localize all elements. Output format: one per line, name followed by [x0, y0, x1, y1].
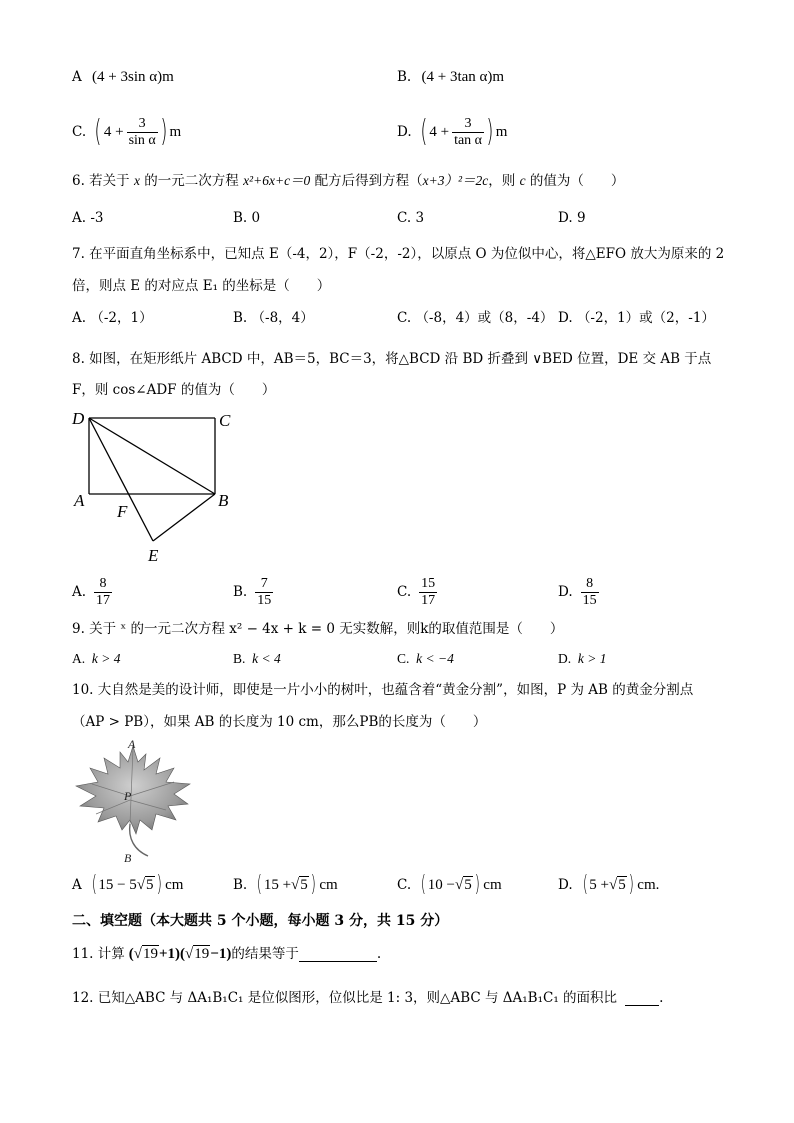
option-unit: m [495, 124, 508, 140]
option-value: k > 1 [577, 651, 607, 666]
fraction-denominator: 17 [96, 592, 111, 608]
option-letter: B. [397, 69, 412, 85]
q12-answer-blank[interactable] [625, 991, 659, 1006]
q7-line-1: 7. 在平面直角坐标系中，已知点 E（-4，2），F（-2，-2），以原点 O 为位似中心，将△EFO 放大为原来的 2 [72, 246, 725, 262]
q6-option-a [72, 209, 104, 227]
option-pre: 5 + [589, 877, 609, 893]
q5-option-d: D. ( 4 + $\frac{3}{\text{tan α}}$ ) m [397, 114, 508, 149]
q8-option-b [233, 574, 273, 610]
q11-tail: −1) [210, 946, 232, 962]
option-unit: m [169, 124, 182, 140]
q6-equation-1: x²+6x+c＝0 [243, 173, 311, 188]
label-c: C [219, 411, 231, 430]
option-letter: C. [397, 210, 412, 226]
q11-end: . [376, 946, 382, 962]
option-unit: cm. [637, 877, 660, 893]
fraction-denominator: 15 [257, 592, 272, 608]
option-letter: A. [72, 210, 87, 226]
option-radicand [299, 876, 309, 894]
option-expression: (4 + 3sin α)m [92, 69, 174, 85]
label-p: P [124, 789, 132, 803]
q8-option-c [397, 574, 437, 610]
option-radicand [145, 876, 155, 894]
q7-option-a [72, 309, 153, 327]
q10-option-a: A ( 15 − 5 √ 5 ) cm [72, 872, 184, 897]
option-fraction [94, 576, 112, 609]
q11-prefix: 11. 计算 [72, 946, 125, 962]
option-pre: 15 − 5 [98, 877, 137, 893]
q10-option-d: D. ( 5 + √ 5 ) cm. [558, 872, 660, 897]
option-unit: cm [483, 877, 502, 893]
q5-option-b [397, 68, 504, 86]
option-letter: A. [72, 584, 87, 600]
option-expression: (4 + 3tan α)m [421, 69, 505, 85]
option-letter: B. [233, 877, 248, 893]
option-letter: D. [558, 584, 573, 600]
option-unit: cm [165, 877, 184, 893]
q10-option-b: B. ( 15 + √ 5 ) cm [233, 872, 338, 897]
option-letter: D. [558, 210, 573, 226]
q9-stem: 9. 关于 ˣ 的一元二次方程 x² − 4x + k = 0 无实数解，则k的取值范围是（ ） [72, 621, 564, 637]
q5-option-c: C. ( 4 + $\frac{3}{\text{sin α}}$ ) m [72, 114, 182, 149]
label-a: A [128, 738, 136, 751]
fraction-denominator: 17 [421, 592, 436, 608]
option-letter: C. [397, 651, 410, 666]
leaf-shape [76, 746, 190, 834]
fraction-denominator: 15 [582, 592, 597, 608]
option-letter: B. [233, 210, 248, 226]
q6-option-b [233, 209, 260, 227]
option-radicand [463, 876, 473, 894]
q6-stem [72, 172, 624, 190]
option-radicand [617, 876, 627, 894]
fraction-numerator: 8 [99, 575, 107, 591]
q11-suffix: 的结果等于 [231, 946, 299, 962]
q6-text: 的一元二次方程 [144, 173, 239, 189]
q7-line-2: 倍，则点 E 的对应点 E₁ 的坐标是（ ） [72, 278, 331, 294]
option-fraction [127, 116, 158, 149]
q12-end: . [659, 990, 664, 1006]
segment-de [89, 418, 153, 541]
fraction-numerator: 3 [138, 115, 146, 131]
radicand: 5 [146, 877, 154, 893]
q11-stem: 11. 计算 (√ 19 +1)( √ 19 −1) 的结果等于 . [72, 946, 382, 962]
option-value: （-8，4） [251, 310, 314, 326]
option-pre: 10 − [427, 877, 455, 893]
option-letter: B. [233, 651, 246, 666]
option-letter: A. [72, 651, 86, 666]
q7-option-c [397, 309, 553, 327]
leaf-stem [130, 824, 148, 856]
option-letter: A. [72, 310, 87, 326]
option-value: 9 [576, 210, 586, 226]
option-letter: A [72, 877, 82, 893]
q5-option-a [72, 68, 174, 86]
option-fraction [419, 576, 437, 609]
q11-radicand-2 [193, 945, 210, 963]
q6-text: 6. 若关于 [72, 173, 130, 189]
q10-line-1: 10. 大自然是美的设计师，即使是一片小小的树叶，也蕴含着“黄金分割”，如图，P 为 AB 的黄金分割点 [72, 682, 694, 698]
option-value: （-8，4）或（8，-4） [415, 310, 554, 326]
label-d: D [72, 409, 85, 428]
segment-db [89, 418, 215, 494]
option-letter: D. [558, 651, 572, 666]
q11-answer-blank[interactable] [299, 947, 377, 962]
option-letter: D. [397, 124, 412, 140]
q8-option-a [72, 574, 112, 610]
label-a: A [74, 491, 85, 510]
q6-var-c: c [519, 173, 526, 188]
option-letter: C. [397, 310, 412, 326]
option-letter: C. [397, 877, 412, 893]
q8-line-2: F，则 cos∠ADF 的值为（ ） [72, 382, 276, 398]
q6-option-c [397, 209, 424, 227]
option-letter: A [72, 69, 82, 85]
option-value: -3 [90, 210, 104, 226]
q7-option-b [233, 309, 314, 327]
radicand: 5 [464, 877, 472, 893]
q11-middle: +1)( [159, 946, 186, 962]
fraction-denominator: sin α [128, 132, 156, 148]
q6-option-d [558, 209, 586, 227]
radicand: 5 [300, 877, 308, 893]
option-lead: 4 + [103, 124, 124, 140]
option-value: k < −4 [416, 651, 454, 666]
label-f: F [117, 502, 128, 521]
option-fraction [452, 116, 484, 149]
q6-text: 配方后得到方程（ [314, 173, 423, 189]
q6-text: ，则 [488, 173, 516, 189]
q11-radicand-1 [142, 945, 159, 963]
option-letter: C. [72, 124, 87, 140]
option-fraction [255, 576, 273, 609]
section-2-heading: 二、填空题（本大题共 5 个小题，每小题 3 分，共 15 分） [72, 913, 449, 929]
option-fraction [581, 576, 599, 609]
q10-option-c: C. ( 10 − √ 5 ) cm [397, 872, 502, 897]
radicand: 19 [143, 946, 158, 962]
option-value: 0 [251, 210, 261, 226]
q9-option-d [558, 650, 606, 668]
fraction-numerator: 7 [260, 575, 268, 591]
option-value: （-2，1）或（2，-1） [576, 310, 715, 326]
option-letter: B. [233, 310, 248, 326]
q6-text: 的值为（ ） [529, 173, 625, 189]
q8-option-d [558, 574, 599, 610]
option-unit: cm [319, 877, 338, 893]
q7-option-d [558, 309, 715, 327]
q9-option-c [397, 650, 454, 668]
option-lead: 4 + [429, 124, 450, 140]
q10-line-2: （AP > PB），如果 AB 的长度为 10 cm，那么PB的长度为（ ） [72, 714, 487, 730]
option-letter: C. [397, 584, 412, 600]
label-b: B [124, 851, 132, 864]
q6-equation-2: x+3）²＝2c [422, 173, 489, 188]
option-letter: D. [558, 877, 573, 893]
q9-option-b [233, 650, 281, 668]
option-pre: 15 + [263, 877, 292, 893]
q12-stem [72, 989, 663, 1007]
fraction-numerator: 8 [586, 575, 594, 591]
fraction-denominator: tan α [454, 132, 483, 148]
option-value: k < 4 [252, 651, 281, 666]
q10-maple-leaf-figure [70, 738, 196, 864]
fraction-numerator: 3 [464, 115, 472, 131]
fraction-numerator: 15 [421, 575, 436, 591]
label-b: B [218, 491, 229, 510]
q12-text: 12. 已知△ABC 与 ΔA₁B₁C₁ 是位似图形，位似比是 1: 3，则△ABC 与 ΔA₁B₁C₁ 的面积比 [72, 990, 618, 1006]
label-e: E [148, 546, 159, 565]
radicand: 19 [194, 946, 210, 962]
option-value: 3 [415, 210, 425, 226]
option-letter: B. [233, 584, 248, 600]
segment-eb [153, 494, 215, 541]
option-letter: D. [558, 310, 573, 326]
q8-line-1: 8. 如图，在矩形纸片 ABCD 中，AB＝5，BC＝3，将△BCD 沿 BD 折叠到 ∨BED 位置，DE 交 AB 于点 [72, 351, 712, 367]
option-value: k > 4 [91, 651, 121, 666]
q6-var-x: x [133, 173, 140, 188]
q8-rectangle-figure [70, 405, 250, 570]
radicand: 5 [618, 877, 626, 893]
q9-option-a [72, 650, 120, 668]
option-value: （-2，1） [90, 310, 153, 326]
